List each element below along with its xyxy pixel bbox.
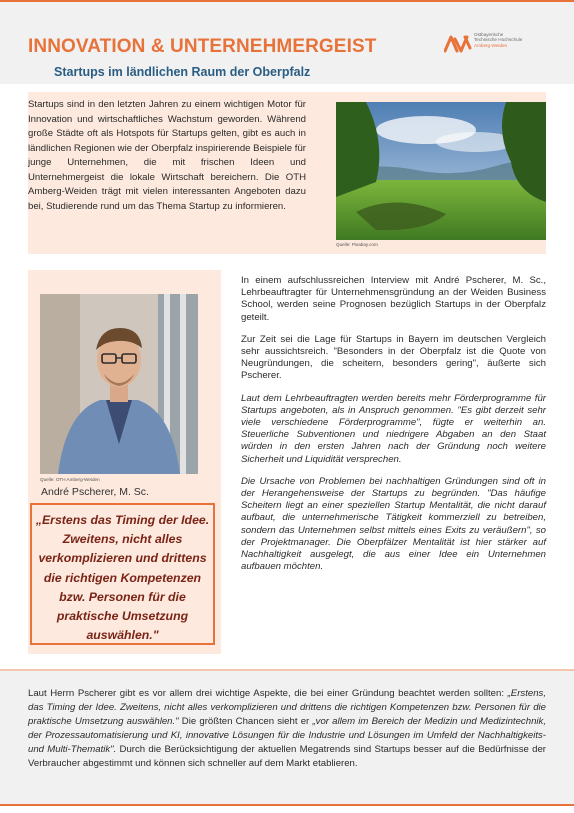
- article-column: [241, 275, 546, 583]
- bottom-accent-rule: [0, 804, 574, 806]
- article-paragraph-4: Die Ursache von Problemen bei nachhaltigen Gründungen sind oft in der Herangehensweise der Startups zu begründen. "Das häufige Scheitern liegt an einer speziellen Startup Mentalität, die nicht darauf aufbaut, die unternehmerische Tätigkeit kommerziell zu betreiben, sondern das Unternehmen selbst mittels eines Exits zu veräußern", so der Projektmanager. Die Oberpfälzer Mentalität ist hier stärker auf Nachhaltigkeit ausgelegt, die aus einer Idee ein Unternehmen aufbauen möchten.: [241, 475, 546, 573]
- logo-line-1: Ostbayerische: [474, 32, 504, 37]
- logo-line-2: Technische Hochschule: [474, 37, 523, 43]
- article-paragraph-1: In einem aufschlussreichen Interview mit André Pscherer, M. Sc., Lehrbeauftragter für Unternehmensgründung an der Weiden Business School, werden seine Prognosen bezüglich Startups in der Oberpfalz geteilt.: [241, 275, 546, 323]
- logo-line-3: Amberg-Weiden: [474, 42, 508, 48]
- summary-lead: Laut Herrn Pscherer gibt es vor allem drei wichtige Aspekte, die bei einer Gründung beachtet werden sollten:: [28, 688, 508, 699]
- page-subtitle: Startups im ländlichen Raum der Oberpfalz: [54, 65, 311, 79]
- landscape-photo-caption: Quelle: Pixabay.com: [336, 242, 378, 247]
- summary-middle: Die größten Chancen sieht er: [178, 716, 313, 728]
- summary-text: [28, 687, 546, 772]
- portrait-photo-caption: Quelle: OTH Amberg-Weiden: [40, 477, 100, 482]
- summary-end: Durch die Berücksichtigung der aktuellen Megatrends sind Startups besser auf die Bedürfnisse der Verbraucher abgestimmt und können sich schneller auf dem Markt etablieren.: [28, 744, 546, 770]
- article-paragraph-2: Zur Zeit sei die Lage für Startups in Bayern im deutschen Vergleich sehr aussichtsreich. "Besonders in der Oberpfalz ist die Quote von Neugründungen, die scheitern, besonders gering", äußerte sich Pscherer.: [241, 333, 546, 382]
- article-paragraph-3: Laut dem Lehrbeauftragten werden bereits mehr Förderprogramme für Startups angeboten, als in Anspruch genommen. "Es gibt derzeit sehr viele verschiedene Förderprogramme", fügte er weiterhin an. Steuerliche Subventionen und niedrigere Abgaben an den Staat würden in den ersten Jahren nach der Gründung noch weitere Sicherheit und Liquidität versprechen.: [241, 392, 546, 465]
- oth-logo-mark-icon: [444, 34, 472, 54]
- intro-text: Startups sind in den letzten Jahren zu einem wichtigen Motor für Innovation und wirtschaftliches Wachstum geworden. Während große Städte oft als Hotspots für Startups gelten, gibt es auch in ländlichen Regionen wie der Oberpfalz inspirierende Beispiele für junge Unternehmen, die mit frischen Ideen und Unternehmergeist die lokale Wirtschaft bereichern. Die OTH Amberg-Weiden trägt mit vielen interessanten Angeboten dazu bei, Studierende rund um das Thema Startup zu informieren.: [28, 99, 306, 212]
- summary-quote: „Erstens, das Timing der Idee. Zweitens, nicht alles verkomplizieren und drittens die richtigen Kompetenzen bzw. Personen für die praktische Umsetzung auswählen.": [28, 688, 546, 728]
- portrait-photo: [40, 294, 198, 474]
- summary-chances: „vor allem im Bereich der Medizin und Medizintechnik, der Prozessautomatisierung und KI, innovative Lösungen für die Industrie und Lösungen im Umfeld der Nachhaltigkeits- und Multi-Thematik".: [28, 716, 546, 756]
- oth-logo: [444, 30, 556, 64]
- person-name: André Pscherer, M. Sc.: [41, 486, 149, 498]
- landscape-photo: [336, 102, 546, 240]
- pull-quote: „Erstens das Timing der Idee. Zweitens, nicht alles verkomplizieren und drittens die richtigen Kompetenzen bzw. Personen für die praktische Umsetzung auswählen.": [35, 513, 210, 643]
- oth-logo-text: [474, 32, 522, 48]
- page-title: INNOVATION & UNTERNEHMERGEIST: [28, 36, 377, 57]
